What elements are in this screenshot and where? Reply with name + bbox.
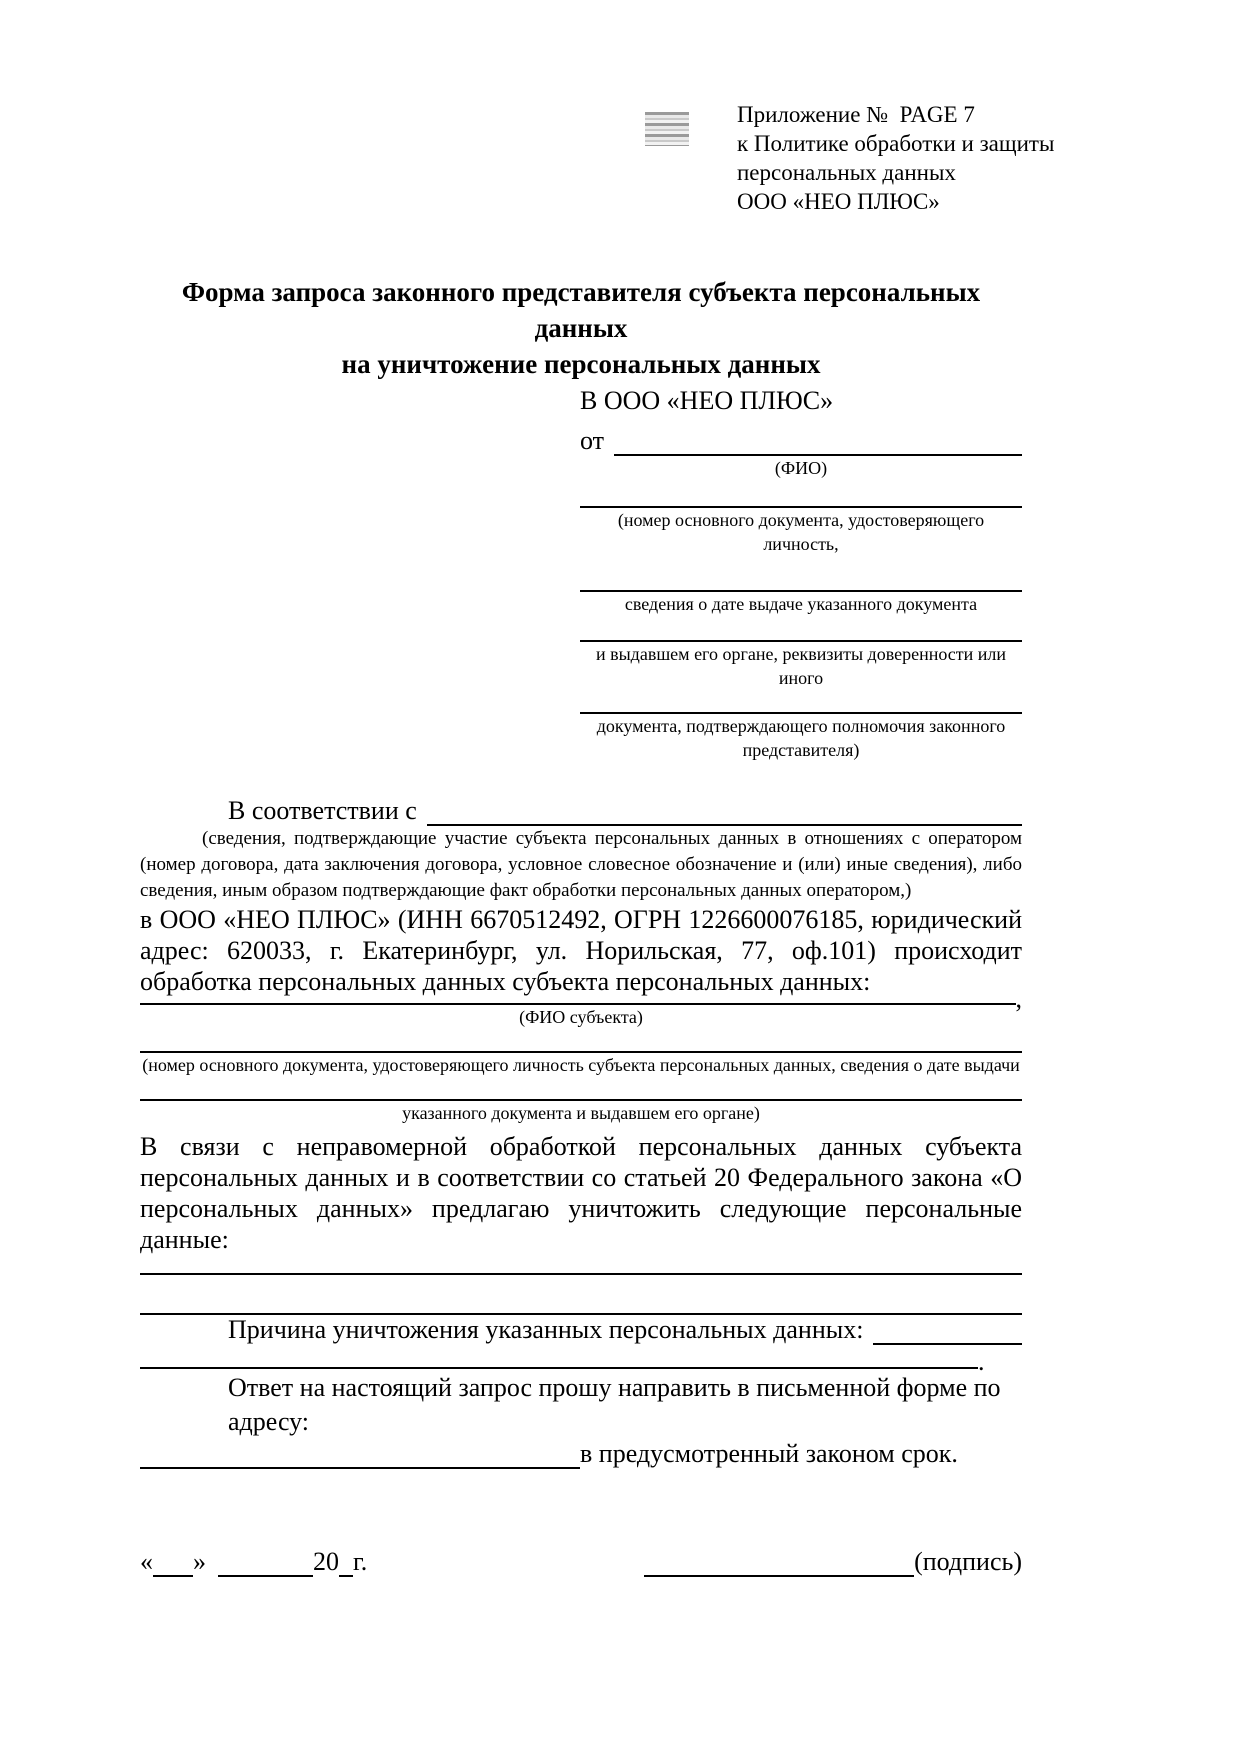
date-month-fill-line (218, 1555, 313, 1577)
reason-label: Причина уничтожения указанных персональных данных: (228, 1315, 864, 1344)
accordance-row (140, 790, 1022, 826)
authority-fill-line (580, 690, 1022, 714)
year-fill-line (339, 1555, 353, 1577)
caption-authority: документа, подтверждающего полномочия законного представителя) (596, 716, 1006, 760)
reason-fill-line (873, 1343, 1022, 1345)
form-title-line2: на уничтожение персональных данных (341, 349, 821, 379)
subject-doc-fill-line (140, 1029, 1022, 1053)
doc-date-fill-line (580, 556, 1022, 592)
appendix-header (737, 100, 1055, 216)
subject-fio-row (140, 984, 1022, 1013)
recipient-company: В ООО «НЕО ПЛЮС» (580, 386, 834, 415)
policy-reference-line2: персональных данных (737, 160, 956, 185)
reason-continuation-line (140, 1367, 978, 1369)
reply-address-line: Ответ на настоящий запрос прошу направить в письменной форме по адресу: (228, 1373, 1001, 1436)
caption-subject-fio: (ФИО субъекта) (519, 1007, 643, 1027)
year-suffix: г. (353, 1547, 368, 1576)
caption-doc-date: сведения о дате выдаче указанного документа (624, 594, 978, 614)
caption-doc-number: (номер основного документа, удостоверяющего личность, (617, 510, 985, 554)
subject-fio-comma: , (1015, 984, 1022, 1013)
reason-continuation-row (140, 1345, 1022, 1376)
document-content (140, 0, 1055, 1577)
caption-fio: (ФИО) (774, 458, 828, 478)
form-title (140, 274, 1022, 382)
data-fill-line-1 (140, 1255, 1022, 1275)
caption-subject-doc1: (номер основного документа, удостоверяющего личность субъекта персональных данных, сведения о дате выдачи (142, 1055, 1020, 1075)
reason-period: . (978, 1347, 985, 1376)
policy-reference-line: к Политике обработки и защиты (737, 131, 1055, 156)
reply-term-row (140, 1439, 1022, 1469)
accordance-label: В соответствии с (228, 796, 417, 825)
year-prefix: 20 (313, 1547, 339, 1576)
signature-field-group (644, 1547, 1022, 1577)
date-close-quote: » (193, 1547, 206, 1576)
date-open-quote: « (140, 1547, 153, 1576)
doc-issuer-fill-line (580, 616, 1022, 642)
caption-subject-doc2: указанного документа и выдавшем его органе) (402, 1103, 760, 1123)
doc-number-fill-line (580, 480, 1022, 508)
destroy-paragraph: В связи с неправомерной обработкой персональных данных субъекта персональных данных и в соответствии со статьей 20 Федерального закона «О персональных данных» предлагаю уничтожить следующие персональные данные: (140, 1132, 1022, 1254)
reason-row (140, 1315, 1022, 1345)
date-day-fill-line (153, 1555, 193, 1577)
appendix-number-line: Приложение № PAGE 7 (737, 102, 975, 127)
address-fill-line (140, 1467, 580, 1469)
signature-fill-line (644, 1555, 914, 1577)
recipient-block (580, 384, 1022, 762)
signature-footer (140, 1547, 1022, 1577)
date-field-group (140, 1547, 367, 1577)
subject-issuer-fill-line (140, 1077, 1022, 1101)
reply-term-text: в предусмотренный законом срок. (580, 1439, 958, 1468)
data-fill-line-2 (140, 1275, 1022, 1315)
from-label: от (580, 426, 605, 455)
operator-paragraph: в ООО «НЕО ПЛЮС» (ИНН 6670512492, ОГРН 1226600076185, юридический адрес: 620033, г. Екатеринбург, ул. Норильская, 77, оф.101) происходит обработка персональных данных субъекта персональных данных: (140, 905, 1022, 996)
company-name-line: ООО «НЕО ПЛЮС» (737, 189, 940, 214)
form-title-line1: Форма запроса законного представителя субъекта персональных данных (181, 277, 981, 343)
signature-caption: (подпись) (914, 1547, 1022, 1576)
from-field-row (580, 418, 1022, 456)
accordance-fine-print: (сведения, подтверждающие участие субъекта персональных данных в отношениях с оператором (номер договора, дата заключения договора, условное словесное обозначение и (или) иные сведения), либо сведения, иным образом подтверждающие факт обработки персональных данных оператором,) (140, 828, 1022, 901)
caption-doc-issuer: и выдавшем его органе, реквизиты доверенности или иного (595, 644, 1007, 688)
